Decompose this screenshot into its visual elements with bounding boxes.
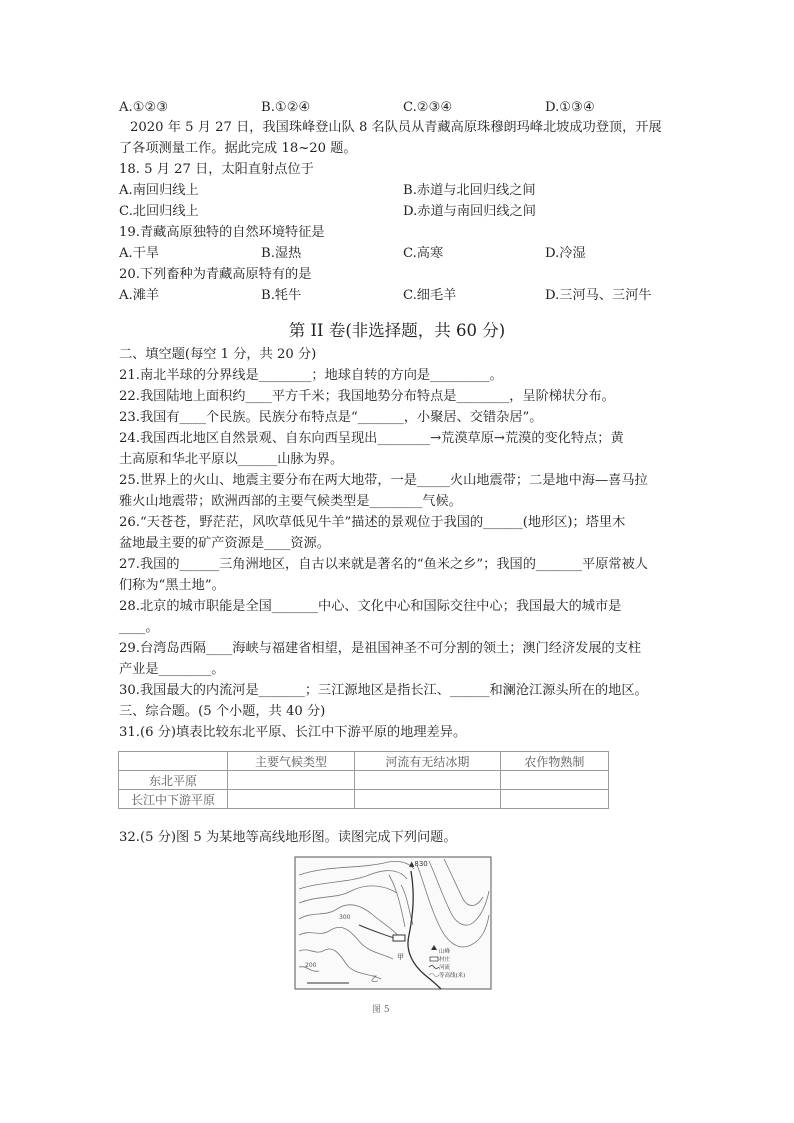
point-label-jia: 甲 <box>397 953 404 961</box>
q18-option-b: B.赤道与北回归线之间 <box>403 183 536 198</box>
table-cell-blank <box>228 790 355 809</box>
legend-village-icon <box>430 957 438 961</box>
q19-option-b: B.湿热 <box>261 246 302 261</box>
legend-river: 河流 <box>439 965 451 971</box>
contour-map-figure <box>289 855 496 1005</box>
fill-line-26a: 26.“天苍苍，野茫茫，风吹草低见牛羊”描述的景观位于我国的______(地形区)；塔里木 <box>119 515 626 530</box>
contour-label-200: 200 <box>305 962 317 969</box>
figure-caption: 图 5 <box>372 1005 390 1015</box>
q20-option-a: A.滩羊 <box>119 288 160 303</box>
q19-option-a: A.干旱 <box>119 246 160 261</box>
q17-option-b: B.①②④ <box>261 100 311 115</box>
q19-option-c: C.高寒 <box>403 246 444 261</box>
fill-line-28b: ____。 <box>119 620 159 635</box>
table-cell-blank <box>500 771 608 790</box>
fill-line-29b: 产业是________。 <box>119 662 225 677</box>
table-cell-blank <box>500 790 608 809</box>
table-header-cell <box>119 752 228 771</box>
fill-line-23: 23.我国有____个民族。民族分布特点是“_______，小聚居、交错杂居”。 <box>119 410 543 425</box>
q19-stem: 19.青藏高原独特的自然环境特征是 <box>119 225 325 240</box>
q18-option-d: D.赤道与南回归线之间 <box>403 204 536 219</box>
q18-stem: 18. 5 月 27 日，太阳直射点位于 <box>119 162 314 177</box>
peak-label: ▲830 <box>409 860 428 868</box>
q19-option-d: D.冷湿 <box>545 246 586 261</box>
fill-line-24b: 土高原和华北平原以______山脉为界。 <box>119 452 344 467</box>
contour-label-300: 300 <box>339 914 351 921</box>
table-cell-blank <box>355 790 501 809</box>
table-cell-blank <box>355 771 501 790</box>
table-row-label: 东北平原 <box>119 771 228 790</box>
legend-contour: 等高线(米) <box>439 973 466 979</box>
table-row-label: 长江中下游平原 <box>119 790 228 809</box>
fill-line-27b: 们称为“黑土地”。 <box>119 578 225 593</box>
point-label-yi: 乙 <box>371 975 378 983</box>
fill-line-30: 30.我国最大的内流河是_______；三江源地区是指长江、______和澜沧江源头所在的地区。 <box>119 683 648 698</box>
q18-option-c: C.北回归线上 <box>119 204 199 219</box>
q17-option-d: D.①③④ <box>545 100 595 115</box>
table-header-cell: 河流有无结冰期 <box>355 752 501 771</box>
table-header-row <box>119 752 609 771</box>
q20-stem: 20.下列畜种为青藏高原特有的是 <box>119 267 312 282</box>
q17-option-c: C.②③④ <box>403 100 453 115</box>
fill-line-26b: 盆地最主要的矿产资源是____资源。 <box>119 536 330 551</box>
table-header-cell: 农作物熟制 <box>500 752 608 771</box>
fill-line-27a: 27.我国的______三角洲地区，自古以来就是著名的“鱼米之乡”；我国的_______平原常被人 <box>119 557 648 572</box>
q20-option-b: B.牦牛 <box>261 288 302 303</box>
legend-peak: 山峰 <box>439 949 451 955</box>
fill-line-22: 22.我国陆地上面积约____平方千米；我国地势分布特点是________，呈阶梯状分布。 <box>119 389 615 404</box>
fill-line-21: 21.南北半球的分界线是________；地球自转的方向是_________。 <box>119 368 503 383</box>
q17-option-a: A.①②③ <box>119 100 169 115</box>
q18-option-a: A.南回归线上 <box>119 183 199 198</box>
table-row <box>119 790 609 809</box>
table-header-cell: 主要气候类型 <box>228 752 355 771</box>
fill-line-25b: 雅火山地震带；欧洲西部的主要气候类型是________气候。 <box>119 494 462 509</box>
contour-map-svg <box>289 855 496 1005</box>
fill-line-29a: 29.台湾岛西隔____海峡与福建省相望，是祖国神圣不可分割的领土；澳门经济发展的支柱 <box>119 641 642 656</box>
village-marker <box>393 935 405 941</box>
comparison-table <box>118 751 609 809</box>
legend-village: 村庄 <box>439 957 451 963</box>
section-fill-heading: 二、填空题(每空 1 分，共 20 分) <box>119 347 317 362</box>
part-two-title: 第 II 卷(非选择题，共 60 分) <box>288 321 506 340</box>
section-comp-heading: 三、综合题。(5 个小题，共 40 分) <box>119 704 326 719</box>
q32-stem: 32.(5 分)图 5 为某地等高线地形图。读图完成下列问题。 <box>119 830 457 845</box>
table-cell-blank <box>228 771 355 790</box>
table-row <box>119 771 609 790</box>
fill-line-24a: 24.我国西北地区自然景观、自东向西呈现出________→荒漠草原→荒漠的变化特点；黄 <box>119 431 624 446</box>
q20-option-d: D.三河马、三河牛 <box>545 288 652 303</box>
q20-option-c: C.细毛羊 <box>403 288 457 303</box>
q31-stem: 31.(6 分)填表比较东北平原、长江中下游平原的地理差异。 <box>119 725 467 740</box>
fill-line-28a: 28.北京的城市职能是全国_______中心、文化中心和国际交往中心；我国最大的城市是 <box>119 599 622 614</box>
intro-line-2: 了各项测量工作。据此完成 18~20 题。 <box>119 141 357 156</box>
map-frame <box>295 857 491 989</box>
fill-line-25a: 25.世界上的火山、地震主要分布在两大地带，一是_____火山地震带；二是地中海—喜马拉 <box>119 473 648 488</box>
intro-line-1: 2020 年 5 月 27 日，我国珠峰登山队 8 名队员从青藏高原珠穆朗玛峰北坡成功登顶，开展 <box>130 120 662 135</box>
